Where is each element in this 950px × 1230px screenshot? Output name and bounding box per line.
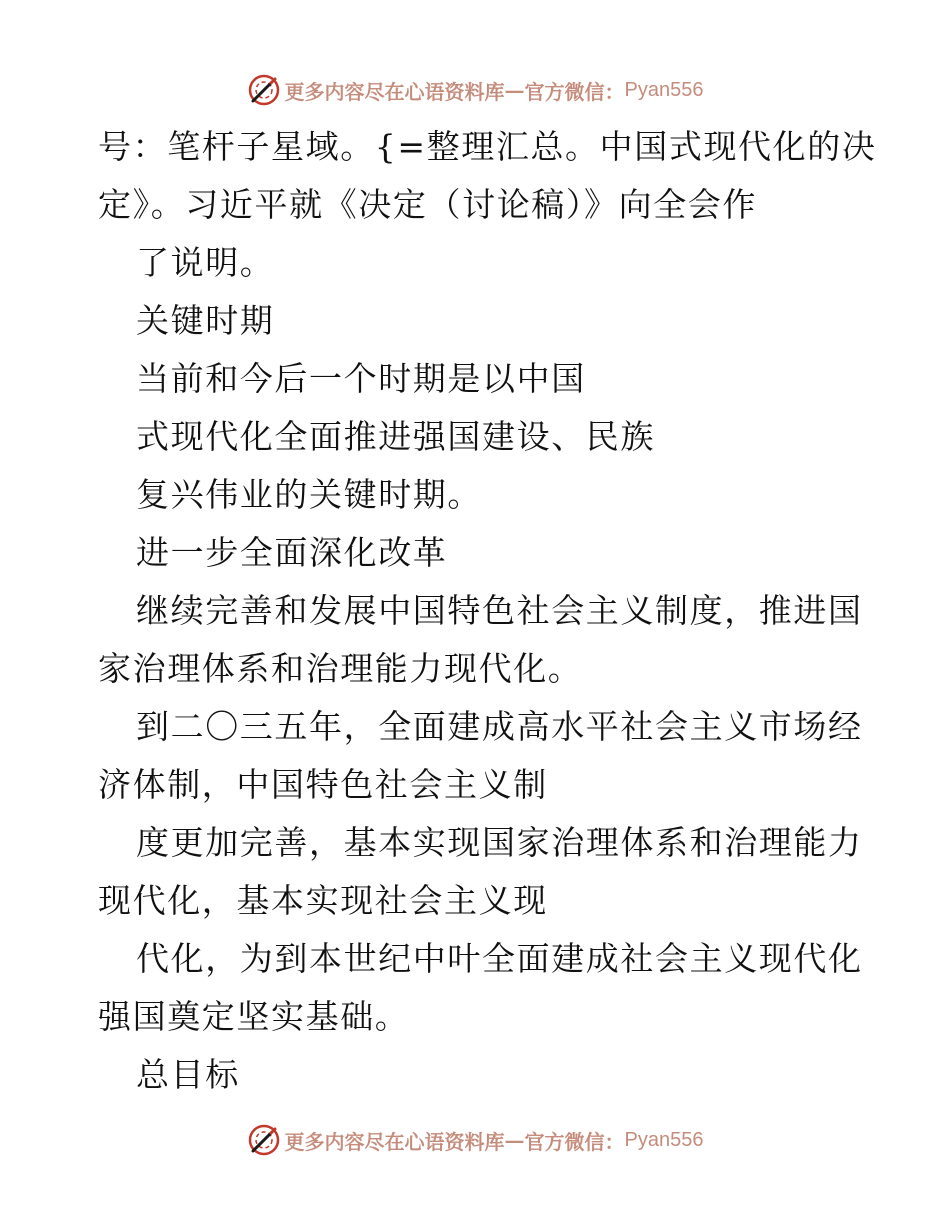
footer-watermark bbox=[0, 1120, 950, 1160]
watermark-dash: — bbox=[504, 1128, 525, 1152]
watermark-wechat-label: 官方微信： bbox=[524, 1129, 625, 1154]
watermark-text: 更多内容尽在心语资料库 bbox=[284, 1129, 505, 1154]
text-line: 当前和今后一个时期是以中国 bbox=[136, 359, 586, 398]
text-line: 式现代化全面推进强国建设、民族 bbox=[136, 417, 655, 456]
text-line: 度更加完善，基本实现国家治理体系和治理能力 bbox=[136, 823, 863, 862]
text-line: 进一步全面深化改革 bbox=[136, 533, 448, 572]
watermark-wechat-label: 官方微信： bbox=[524, 79, 625, 104]
text-line: 定》。习近平就《决定（讨论稿）》向全会作 bbox=[98, 185, 757, 224]
header-watermark bbox=[0, 70, 950, 110]
text-line: 家治理体系和治理能力现代化。 bbox=[98, 649, 583, 688]
text-line: 强国奠定坚实基础。 bbox=[98, 997, 410, 1036]
text-line: 现代化，基本实现社会主义现 bbox=[98, 881, 548, 920]
text-line: 关键时期 bbox=[136, 301, 275, 340]
watermark-wechat-id: Pyan556 bbox=[624, 1128, 704, 1151]
watermark-text: 更多内容尽在心语资料库 bbox=[284, 79, 505, 104]
text-line: 继续完善和发展中国特色社会主义制度，推进国 bbox=[136, 591, 863, 630]
logo-icon bbox=[247, 73, 281, 107]
watermark-wechat-id: Pyan556 bbox=[624, 78, 704, 101]
document-body bbox=[98, 118, 877, 1104]
text-line: 济体制，中国特色社会主义制 bbox=[98, 765, 548, 804]
text-line: 复兴伟业的关键时期。 bbox=[136, 475, 482, 514]
text-line: 了说明。 bbox=[136, 243, 275, 282]
text-line: 总目标 bbox=[136, 1055, 240, 1094]
logo-icon bbox=[247, 1123, 281, 1157]
text-line: 到二〇三五年，全面建成高水平社会主义市场经 bbox=[136, 707, 863, 746]
text-line: 代化，为到本世纪中叶全面建成社会主义现代化 bbox=[136, 939, 863, 978]
text-line: 号：笔杆子星域。{=整理汇总。中国式现代化的决 bbox=[98, 127, 877, 166]
watermark-dash: — bbox=[504, 78, 525, 102]
